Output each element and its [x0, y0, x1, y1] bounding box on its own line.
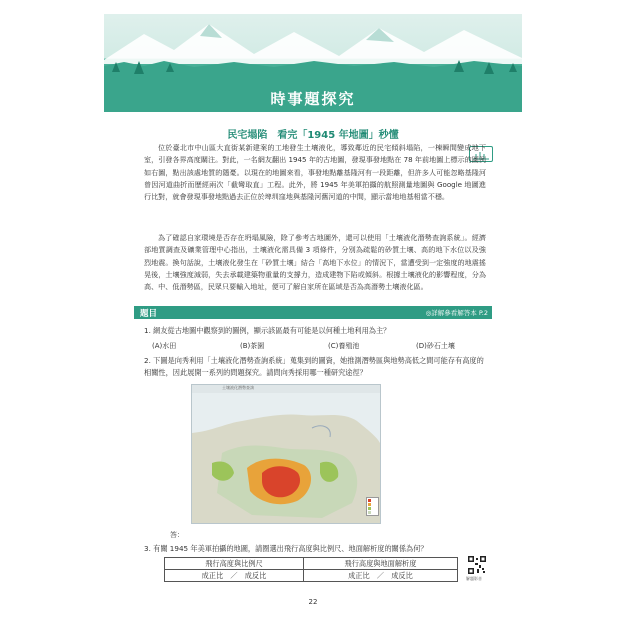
- mountain-banner: [104, 14, 522, 112]
- questions-header: [134, 306, 492, 319]
- answer-table: [164, 557, 458, 582]
- map-toolbar-label: 土壤液化潛勢查詢: [222, 385, 254, 390]
- option-c: (C)養殖池: [328, 342, 360, 350]
- option-a: (A)水田: [152, 342, 177, 350]
- qr-label: 解題影音: [466, 576, 482, 581]
- question-2: 2. 下圖是向秀利用「土壤液化潛勢查詢系統」蒐集到的圖資，她推測潛勢區與地勢高低之間可能存有高度的相關性，因此展開一系列的問題探究。請問向秀採用哪一種研究途徑？: [144, 356, 484, 377]
- article-paragraph: 位於臺北市中山區大直街某新建案的工地發生土壤液化，導致鄰近的民宅傾斜塌陷，一棟瞬間變成地下室，引發各界高度關注。對此，一名網友翻出 1945 年的古地圖，發現事發地點在 78 年前地圖上標示的圖例如右圖，點出該處地質的隱憂。以現在的地圖來看，事發地點離基隆河有一段距離，但許多人可能忽略基隆河曾因河道曲折而歷經兩次「截彎取直」工程。此外，將 1945 年美軍拍攝的航照測量地圖與 Google 地圖進行比對，就會發現事發地點過去正位於埤圳窪地與基隆河舊河道的中間，顯示當地地基相當不穩。: [144, 143, 486, 202]
- table-header: 飛行高度與地面解析度: [303, 558, 457, 570]
- map-toolbar: [192, 385, 380, 393]
- option-d: (D)砂石土壤: [416, 342, 455, 350]
- qr-code-icon: [468, 556, 486, 574]
- answer-reference: ◎詳解參看解答本 P.2: [425, 309, 488, 317]
- answer-mark: 答：: [170, 531, 184, 539]
- map-image: [192, 393, 380, 523]
- question-1: 1. 網友從古地圖中觀察到的圖例，顯示該區最有可能是以何種土地利用為主？: [144, 326, 391, 335]
- question-3: 3. 有關 1945 年美軍拍攝的地圖，請圈選出飛行高度與比例尺、地面解析度的關係為何？: [144, 544, 428, 553]
- section-title: 時事題探究: [270, 90, 356, 108]
- textbook-page: [104, 0, 522, 640]
- table-header: 飛行高度與比例尺: [165, 558, 304, 570]
- questions-header-title: 題目: [140, 309, 158, 319]
- map-legend: [366, 497, 379, 516]
- option-b: (B)茶園: [240, 342, 265, 350]
- article-headline: 民宅塌陷 看完「1945 年地圖」秒懂: [227, 130, 399, 141]
- liquefaction-map: [191, 384, 381, 524]
- article-paragraph: 為了確認自家環境是否存在坍塌風險，除了參考古地圖外，還可以使用「土壤液化潛勢查詢系統」。經濟部地質調查及礦業管理中心指出，土壤液化需具備 3 項條件，分別為疏鬆的砂質土壤、高的地下水位以及強烈地震。換句話說，土壤液化發生在「砂質土壤」結合「高地下水位」的情況下，當遭受到一定強度的地震搖晃後，土壤強度減弱，失去承載建築物重量的支撐力，造成建物下陷或傾斜。根據土壤液化的影響程度，分為高、中、低潛勢區，民眾只要輸入地址，便可了解自家所在區域是否為高潛勢土壤液化區。: [144, 233, 486, 292]
- table-cell: 成正比 ／ 成反比: [303, 570, 457, 582]
- page-number: 22: [308, 598, 318, 606]
- table-cell: 成正比 ／ 成反比: [165, 570, 304, 582]
